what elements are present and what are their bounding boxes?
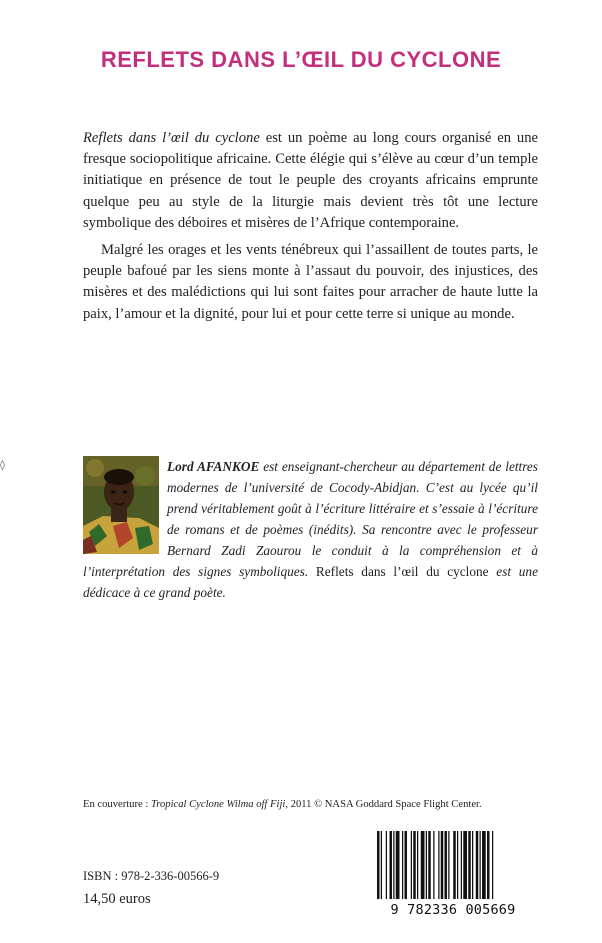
synopsis-book-title: Reflets dans l’œil du cyclone xyxy=(83,130,260,146)
barcode-bar xyxy=(413,831,416,899)
barcode-bar xyxy=(402,831,403,899)
price: 14,50 euros xyxy=(83,891,151,907)
cover-image-title: Tropical Cyclone Wilma off Fiji xyxy=(150,799,286,810)
barcode-bar xyxy=(468,831,471,899)
barcode-digits: 9 782336 005669 xyxy=(390,902,516,918)
barcode-bar xyxy=(438,831,439,899)
author-name: Lord AFANKOE xyxy=(167,459,260,474)
barcode-bar xyxy=(441,831,444,899)
author-bio-text: est enseignant-chercheur au département de lettres modernes de l’université de Cocody-Abidjan. C’est au lycée qu’il prend véritablement goût à l’écriture littéraire et s’essaie à l’écriture de romans et de poèmes (inédits). Sa rencontre avec le professeur Bernard Zadi Zaourou le conduit à la compréhension et à l’interprétation des signes symboliques. xyxy=(83,459,538,579)
barcode-bar xyxy=(421,831,425,899)
barcode-bar xyxy=(381,831,382,899)
barcode-bar xyxy=(457,831,458,899)
barcode-bar xyxy=(492,831,493,899)
barcode-bar xyxy=(417,831,418,899)
cover-credit xyxy=(83,798,563,812)
barcode-bar xyxy=(393,831,394,899)
barcode-bar xyxy=(487,831,490,899)
barcode-bar xyxy=(433,831,434,899)
barcode-bar xyxy=(482,831,486,899)
barcode-bar xyxy=(461,831,462,899)
barcode-bar xyxy=(428,831,431,899)
barcode-bar xyxy=(405,831,408,899)
barcode-bar xyxy=(390,831,393,899)
author-bio-end: est une dédicace à ce grand poète. xyxy=(83,564,538,600)
author-bio-book-title: Reflets dans l’œil du cyclone xyxy=(315,564,489,579)
barcode-bar xyxy=(445,831,448,899)
barcode-bar xyxy=(453,831,456,899)
barcode-bar xyxy=(377,831,380,899)
barcode-bars xyxy=(373,829,533,901)
synopsis-paragraph-1 xyxy=(83,128,538,234)
synopsis-text-1: est un poème au long cours organisé en une fresque sociopolitique africaine. Cette élégie qui s’élève au cœur d’un temple initiatique en présence de tout le peuple des croyants africains emprunte quelque peu au style de la liturgie mais devient très tôt une lecture symbolique des déboires et misères de l’Afrique contemporaine. xyxy=(83,130,538,231)
barcode-bar xyxy=(426,831,427,899)
barcode-bar xyxy=(463,831,467,899)
barcode-bar xyxy=(480,831,481,899)
margin-mark: ◊ xyxy=(0,460,5,471)
barcode-bar xyxy=(476,831,479,899)
synopsis xyxy=(83,128,538,325)
synopsis-paragraph-2: Malgré les orages et les vents ténébreux qui l’assaillent de toutes parts, le peuple bafoué par les siens monte à l’assaut du pouvoir, des injustices, des misères et des malédictions qui lui sont faites pour arracher de haute lutte la paix, l’amour et la dignité, pour lui et pour cette terre si unique au monde. xyxy=(83,242,538,322)
cover-credit-prefix: En couverture : xyxy=(83,799,151,810)
barcode-bar xyxy=(448,831,449,899)
author-bio xyxy=(83,456,538,603)
barcode-bar xyxy=(396,831,400,899)
cover-credit-suffix: , 2011 © NASA Goddard Space Flight Center. xyxy=(285,799,482,810)
barcode-bar xyxy=(472,831,473,899)
photo-spacer xyxy=(83,456,167,560)
barcode-bar xyxy=(386,831,387,899)
barcode-bar xyxy=(411,831,412,899)
isbn: ISBN : 978-2-336-00566-9 xyxy=(83,869,220,883)
book-title: REFLETS DANS L’ŒIL DU CYCLONE xyxy=(100,47,502,72)
